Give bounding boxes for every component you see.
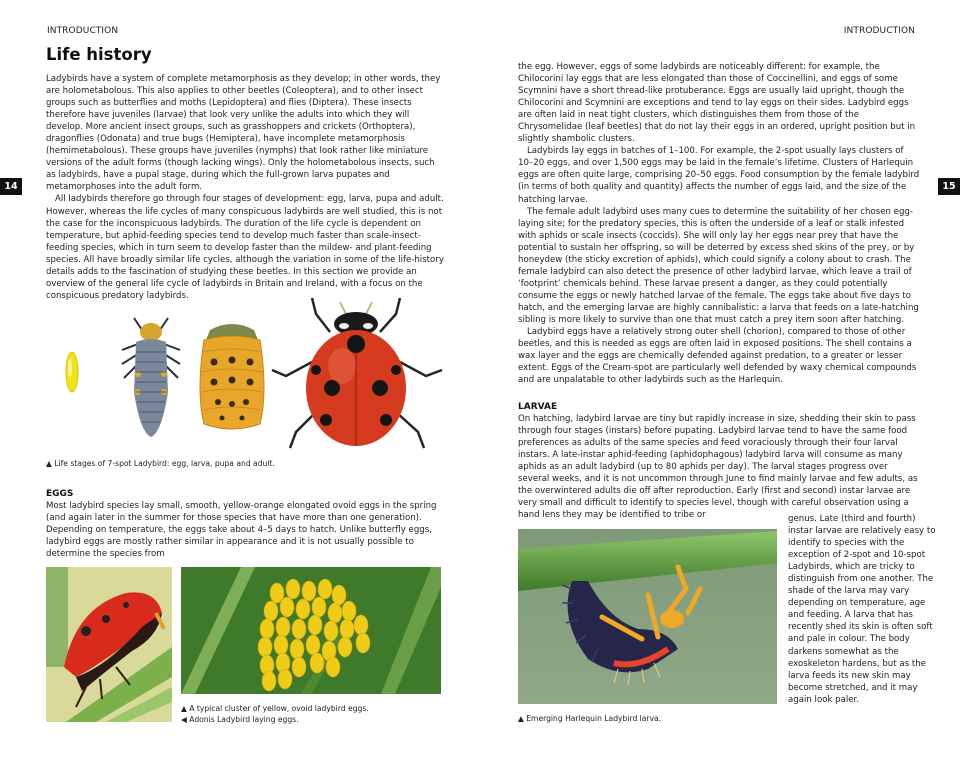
egg [308, 615, 322, 635]
egg [338, 637, 352, 657]
section-heading-eggs: EGGS [46, 489, 74, 499]
egg [302, 581, 316, 601]
running-head: INTRODUCTION [47, 26, 119, 36]
larvae-section [518, 401, 920, 521]
egg-cluster-photo [181, 567, 441, 694]
egg [276, 617, 290, 637]
egg [280, 597, 294, 617]
egg [318, 579, 332, 599]
eggs-section [46, 488, 446, 560]
egg [274, 635, 288, 655]
egg [324, 621, 338, 641]
egg [326, 657, 340, 677]
harlequin-caption: ▲ Emerging Harlequin Ladybird larva. [518, 714, 662, 723]
harlequin-larva-photo [518, 529, 777, 704]
intro-text [46, 73, 446, 302]
egg [258, 637, 272, 657]
egg [310, 653, 324, 673]
adonis-ladybird-photo [46, 567, 172, 722]
egg [260, 619, 274, 639]
egg [356, 633, 370, 653]
paragraph: the egg. However, eggs of some ladybirds are noticeably different: for example, the Chilocorini lay eggs that are less elongated than those of Coccinellini, and eggs of some Scymnini have a short thread-like protuberance. Eggs are usually laid upright, though the Chilocorini and Scymnini are exceptions and tend to lay eggs on their sides. Ladybird eggs are often laid in neat tight clusters, which distinguishes them from those of the Chrysomelidae (leaf beetles) that do not lay their eggs in an ordered, upright position but in slightly shambolic clusters. [518, 62, 916, 145]
egg [354, 615, 368, 635]
egg [342, 601, 356, 621]
adonis-caption: ◀ Adonis Ladybird laying eggs. [181, 715, 299, 724]
egg [292, 619, 306, 639]
egg [278, 669, 292, 689]
larvae-side-text [788, 513, 938, 706]
eggs-continued-text [518, 61, 920, 386]
paragraph: Ladybirds lay eggs in batches of 1–100. For example, the 2-spot usually lays clusters of 10–20 eggs, and over 1,500 eggs may be laid in the female’s lifetime. Clusters of Harlequin eggs are often quite large, comprising 20–50 eggs. Food consumption by the female ladybird (in terms of both quality and quantity) affects the number of eggs laid, and the size of the hatching larvae. [518, 146, 920, 205]
adult-ladybird-figure [272, 298, 442, 448]
egg-cluster-caption: ▲ A typical cluster of yellow, ovoid ladybird eggs. [181, 704, 369, 713]
section-heading-larvae: LARVAE [518, 402, 558, 412]
egg [290, 639, 304, 659]
pupa-figure [200, 324, 264, 429]
egg [292, 657, 306, 677]
life-stages-caption: ▲ Life stages of 7-spot Ladybird: egg, larva, pupa and adult. [46, 459, 275, 468]
egg [328, 603, 342, 623]
egg-figure [66, 352, 78, 392]
page-number: 14 [0, 178, 22, 195]
egg [296, 599, 310, 619]
egg [264, 601, 278, 621]
larva-figure [122, 318, 180, 437]
paragraph: Ladybirds have a system of complete metamorphosis as they develop; in other words, they are holometabolous. This also applies to other beetles (Coleoptera), and to other insect groups such as butterflies and moths (Lepidoptera) and flies (Diptera). These insects therefore have juveniles (larvae) that look very unlike the adults into which they will develop. More ancient insect groups, such as grasshoppers and crickets (Orthoptera), dragonflies (Odonata) and true bugs (Hemiptera), have incomplete metamorphosis (hemimetabolous). These groups have juveniles (nymphs) that look rather like miniature versions of the adult forms (though lacking wings). Only the holometabolous insects, such as ladybirds, have a pupal stage, during which the full-grown larva pupates and metamorphoses into the adult form. [46, 74, 441, 193]
page-title: Life history [46, 45, 152, 64]
paragraph: Ladybird eggs have a relatively strong outer shell (chorion), compared to those of other beetles, and this is needed as eggs are often laid in exposed positions. The shell contains a wax layer and the eggs are chemically defended against predation, to a greater or lesser extent. Eggs of the Cream-spot are particularly well defended by waxy chemical compounds and are unpalatable to other ladybirds such as the Harlequin. [518, 327, 917, 386]
egg [306, 635, 320, 655]
running-head: INTRODUCTION [843, 26, 915, 36]
paragraph: genus. Late (third and fourth) instar larvae are relatively easy to identify to species with the exception of 2-spot and 10-spot Ladybirds, which are tricky to distinguish from one another. The shade of the larva may vary depending on temperature, age and feeding. A larva that has recently shed its skin is often soft and pale in colour. The body darkens somewhat as the exoskeleton hardens, but as the larva feeds its new skin may become stretched, and it may again look paler. [788, 514, 936, 705]
egg [340, 619, 354, 639]
paragraph: On hatching, ladybird larvae are tiny but rapidly increase in size, shedding their skin to pass through four stages (instars) before pupating. Ladybird larvae tend to have the same food preferences as adults of the same species and feed voraciously through their four larval instars. A late-instar aphid-feeding (aphidophagous) ladybird larva will consume as many aphids as an adult ladybird (up to 80 aphids per day). The larval stages progress over several weeks, and it is not uncommon through June to find mainly larvae and few adults, as the overwintered adults die off after reproduction. Early (first and second) instar larvae are very small and difficult to identify to species level, though with careful observation using a hand lens they may be identified to tribe or [518, 414, 918, 521]
paragraph: The female adult ladybird uses many cues to determine the suitability of her chosen egg-laying site; for the predatory species, this is often the underside of a leaf or stalk infested with aphids or scale insects (coccids). She will only lay her eggs near prey that have the potential to sustain her offspring, so will be deterred by excess shed skins of the prey, or by honeydew (the sticky excretion of aphids), which could signify a colony about to crash. The female ladybird can also detect the presence of other ladybird larvae, which leave a trail of ‘footprint’ chemicals behind. These larvae present a danger, as they could potentially consume the eggs or newly hatched larvae of the female. The eggs take about five days to hatch, and the emerging larvae are highly cannibalistic: a larva that feeds on a late-hatching sibling is more likely to survive than one that must catch a prey item soon after hatching. [518, 206, 919, 325]
right-page [480, 0, 960, 768]
egg [312, 597, 326, 617]
page-number: 15 [938, 178, 960, 195]
egg [332, 585, 346, 605]
paragraph: All ladybirds therefore go through four stages of development: egg, larva, pupa and adult. However, whereas the life cycles of many conspicuous ladybirds are well studied, this is not the case for the inconspicuous ladybirds. The duration of the life cycle is dependent on temperature, but aphid-feeding species tend to develop much faster than scale-insect-feeding species, which in turn seem to develop faster than the mildew- and plant-feeding species. All have broadly similar life cycles, although the variation in some of the life-history details adds to the fascination of studying these beetles. In this section we provide an overview of the general life cycle of ladybirds in Britain and Ireland, with a focus on the conspicuous predatory ladybirds. [46, 194, 444, 301]
paragraph: Most ladybird species lay small, smooth, yellow-orange elongated ovoid eggs in the spring (and again later in the summer for those species that have more than one generation). Depending on temperature, the eggs take about 4–5 days to hatch. Unlike butterfly eggs, ladybird eggs are mostly rather similar in appearance and it is not usually possible to determine the species from [46, 501, 437, 560]
life-stages-illustration [50, 292, 450, 452]
egg [262, 671, 276, 691]
egg [286, 579, 300, 599]
